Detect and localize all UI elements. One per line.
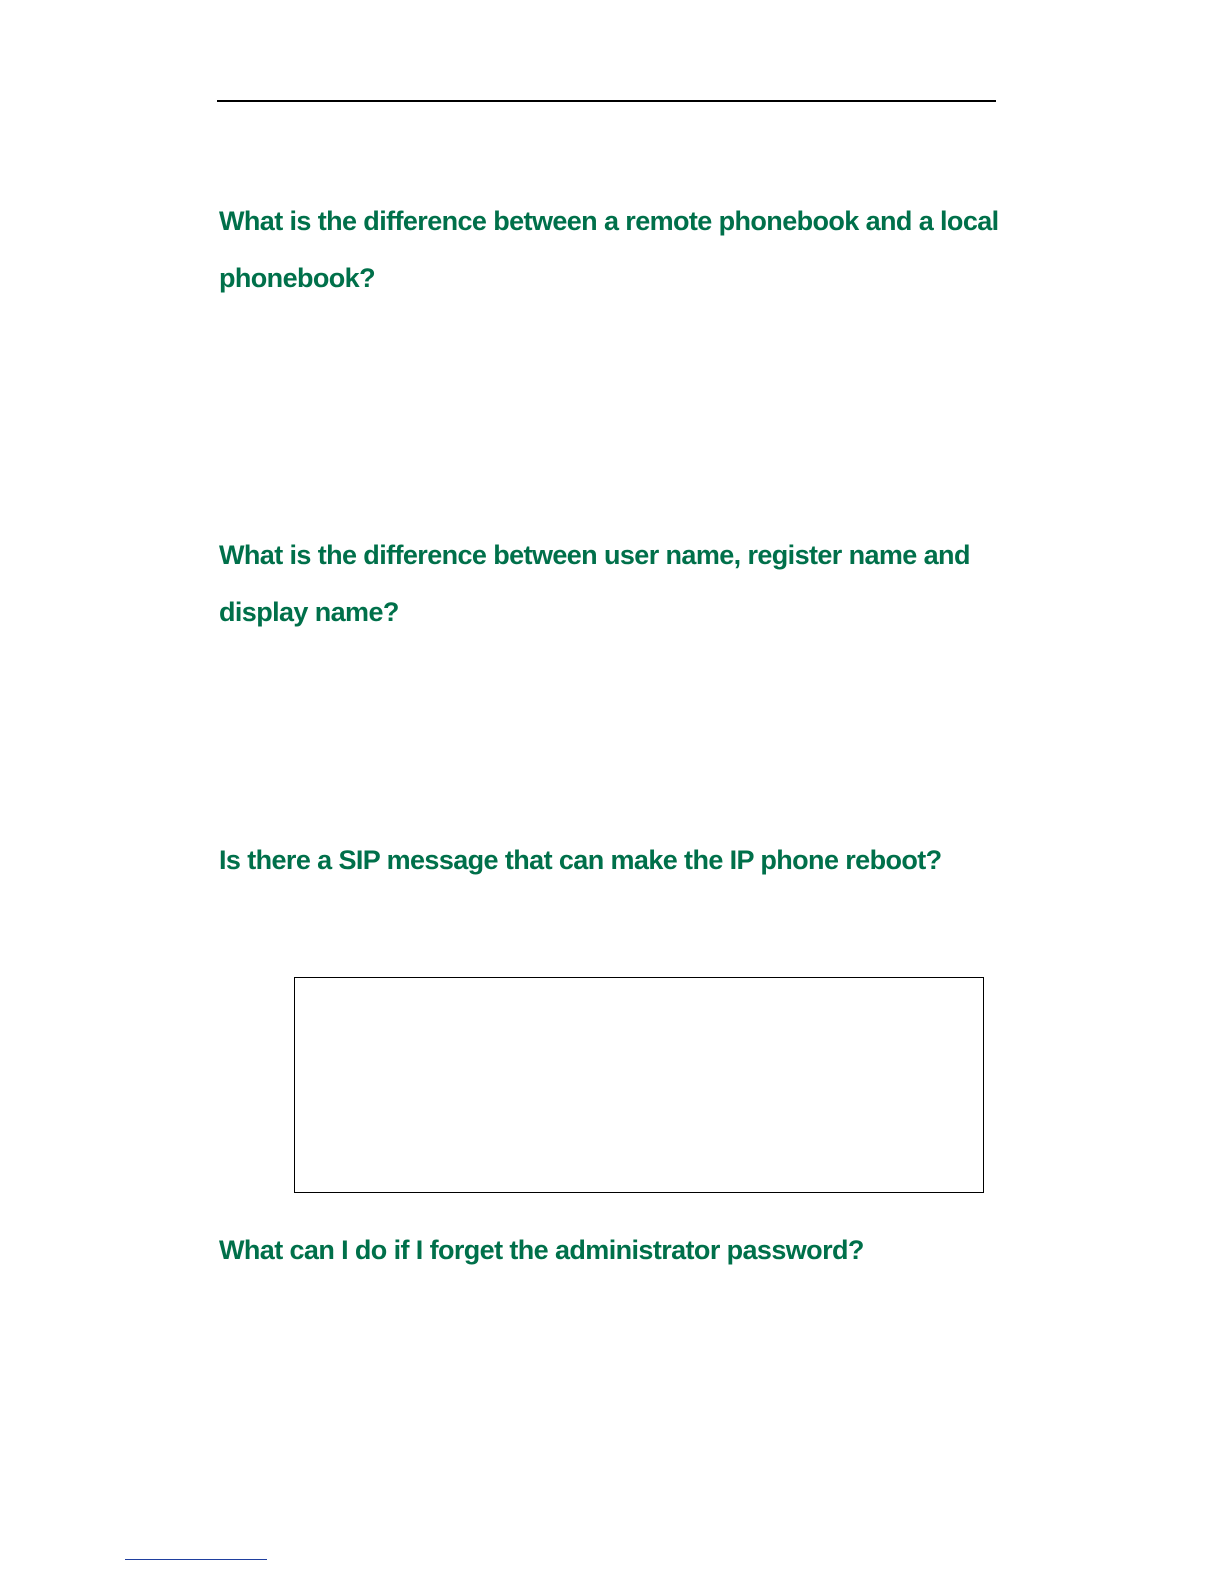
- question-heading-admin-password: What can I do if I forget the administrator password?: [219, 1235, 864, 1265]
- question-heading-user-name: What is the difference between user name, register name and display name?: [219, 540, 970, 627]
- note-box: [294, 977, 984, 1193]
- question-heading-remote-phonebook: What is the difference between a remote phonebook and a local phonebook?: [219, 206, 999, 293]
- question-heading-sip-reboot: Is there a SIP message that can make the IP phone reboot?: [219, 845, 942, 875]
- footer-link-rule: [125, 1559, 267, 1560]
- header-rule: [217, 100, 996, 102]
